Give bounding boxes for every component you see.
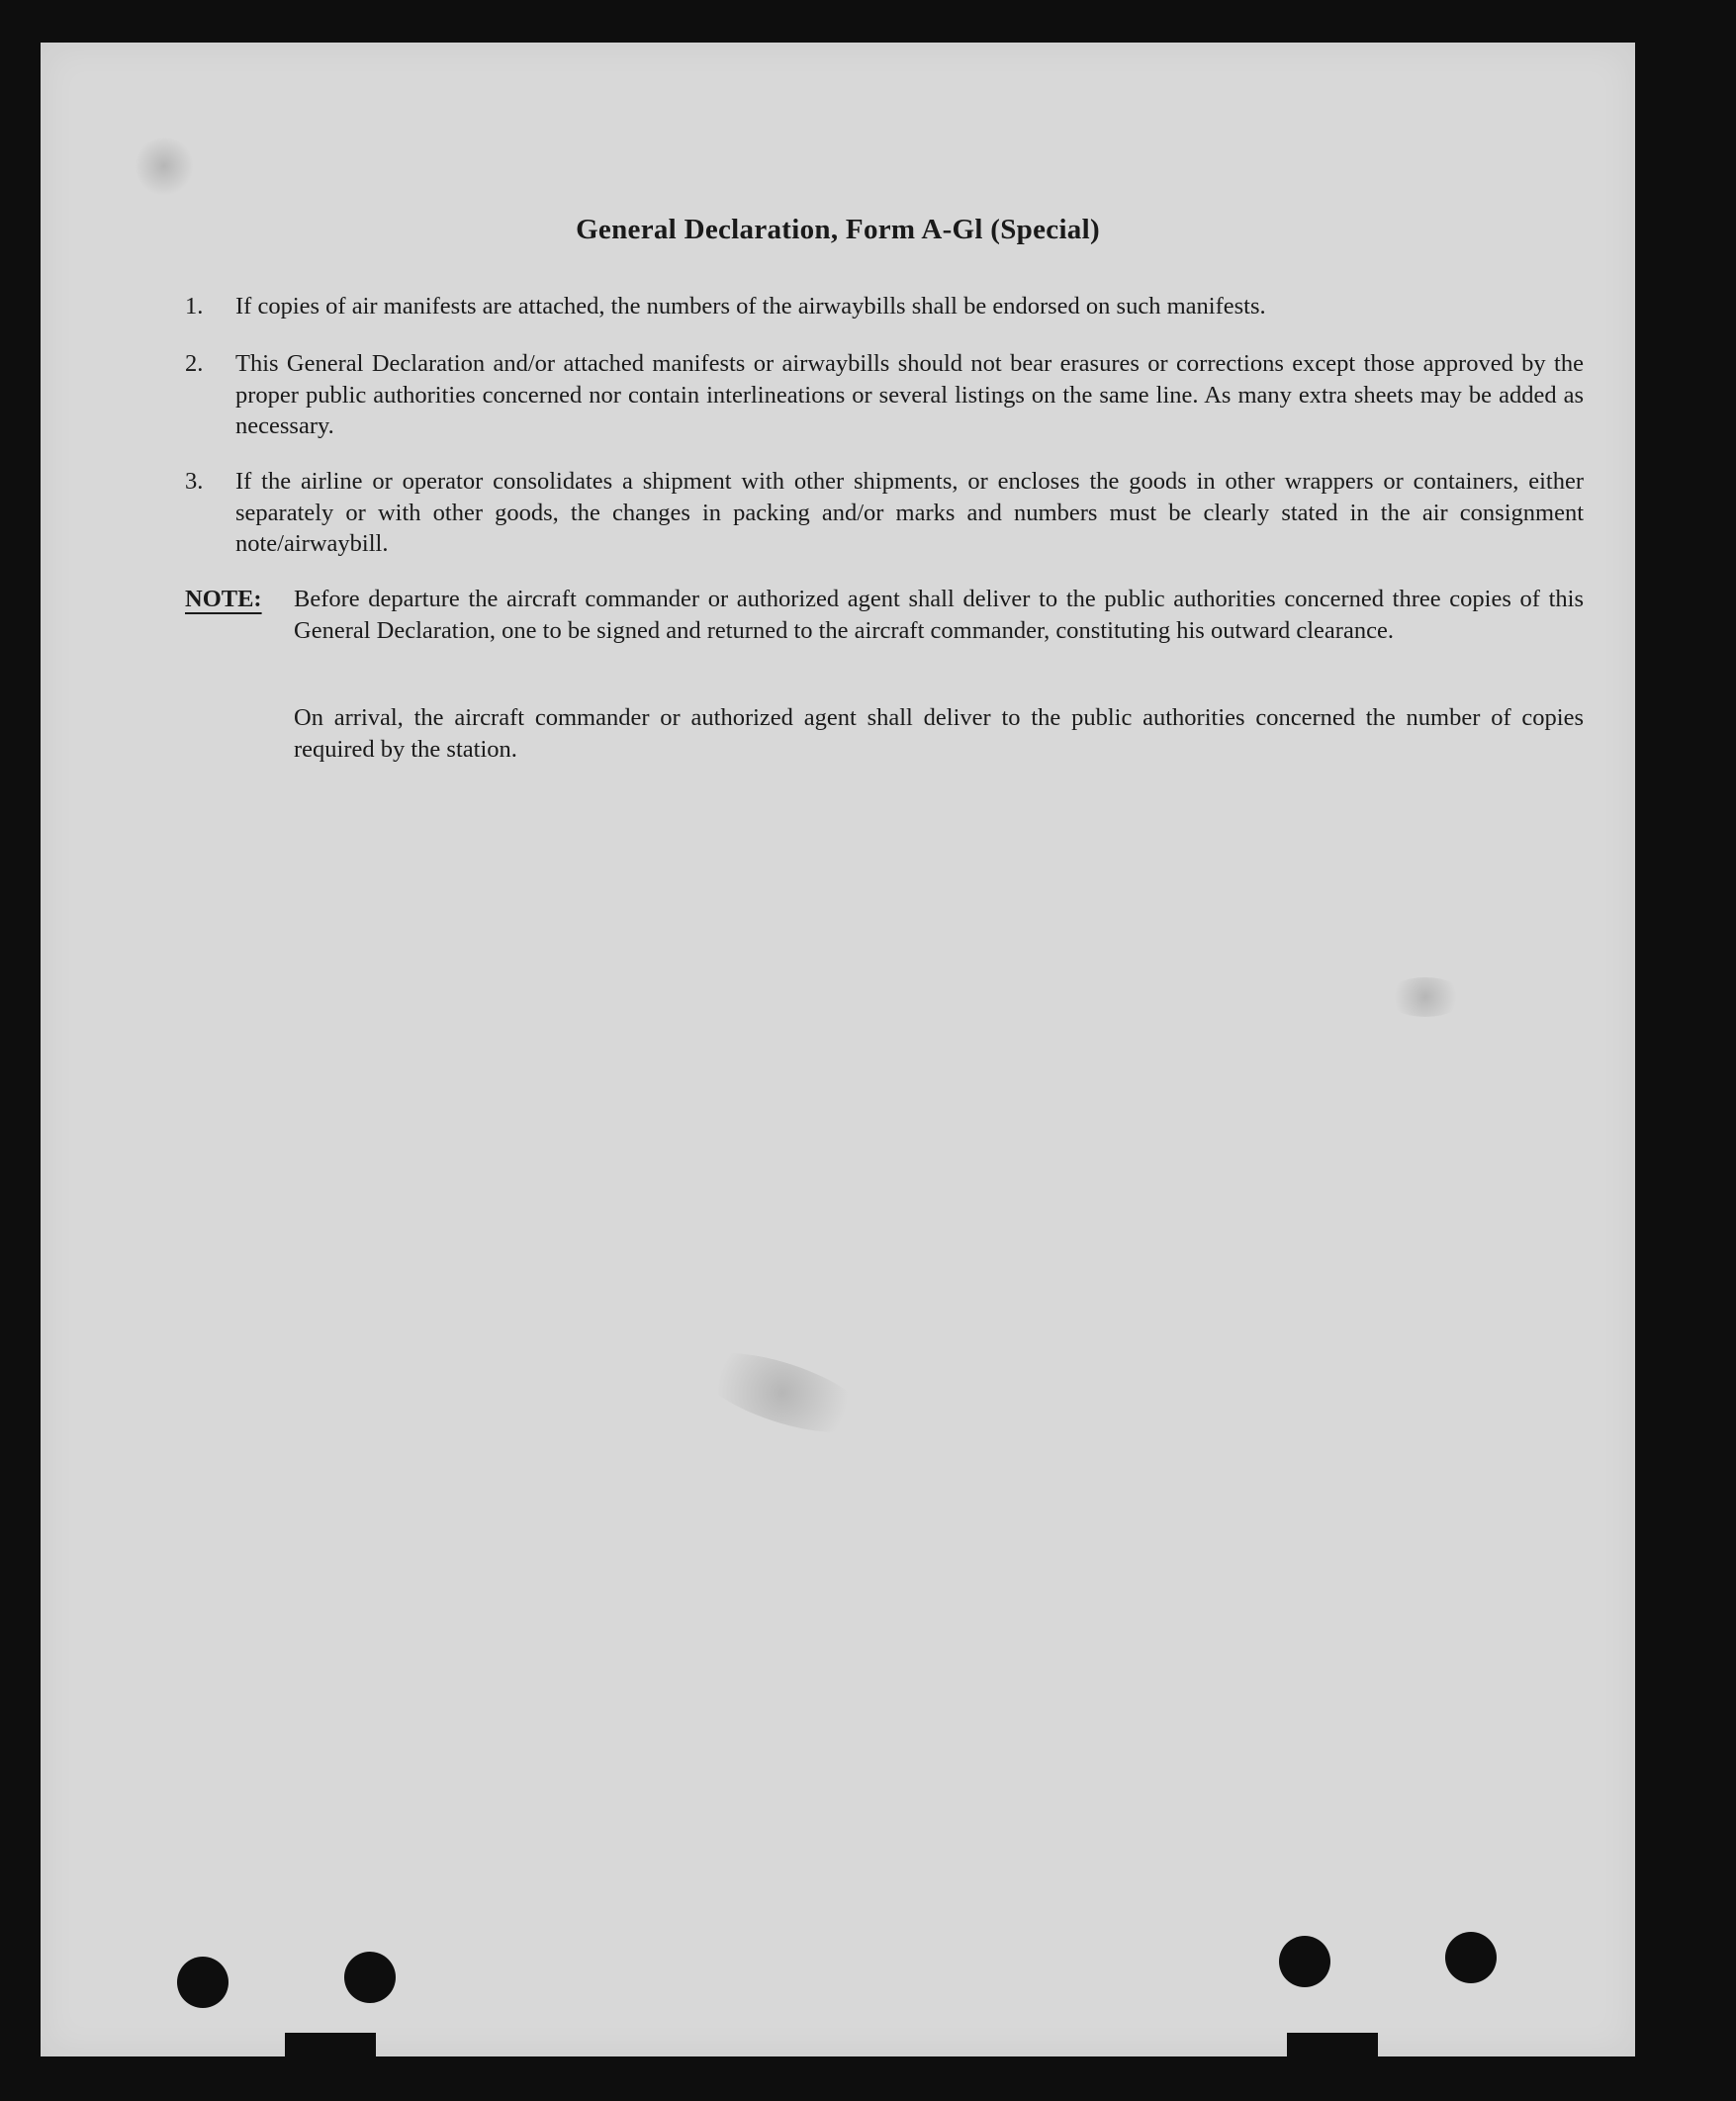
punch-hole-icon [1445, 1932, 1497, 1983]
item-text: If the airline or operator consolidates a shipment with other shipments, or encloses the goods in other wrappers or containers, either separately or with other goods, the changes in packing and/or marks and numbers must be clearly stated in the air consignment note/airwaybill. [235, 468, 1584, 557]
item-text: This General Declaration and/or attached manifests or airwaybills should not bear erasures or corrections except those approved by the proper public authorities concerned nor contain interlineations or several listings on the same line. As many extra sheets may be added as necessary. [235, 350, 1584, 439]
item-number: 2. [185, 350, 204, 377]
binding-tab [1287, 2033, 1378, 2062]
scan-smudge [688, 1337, 876, 1449]
document-title: General Declaration, Form A-Gl (Special) [576, 214, 1100, 245]
document-page [41, 43, 1635, 2056]
punch-hole-icon [1279, 1936, 1330, 1987]
note-label: NOTE: [185, 586, 262, 612]
item-number: 3. [185, 468, 204, 495]
scan-smudge [135, 137, 194, 196]
note-paragraph-2: On arrival, the aircraft commander or authorized agent shall deliver to the public authorities concerned the number of copies required by the station. [294, 704, 1584, 763]
note-block [185, 584, 1584, 679]
punch-hole-icon [177, 1957, 228, 2008]
binding-tab [285, 2033, 376, 2062]
list-item-1 [185, 291, 1584, 322]
item-number: 1. [185, 293, 204, 320]
punch-hole-icon [344, 1952, 396, 2003]
item-text: If copies of air manifests are attached, the numbers of the airwaybills shall be endorsed on such manifests. [235, 293, 1266, 320]
note-block-2 [185, 702, 1584, 766]
scan-smudge [1386, 977, 1465, 1017]
list-item-3 [185, 466, 1584, 561]
note-paragraph-1: Before departure the aircraft commander or authorized agent shall deliver to the public authorities concerned three copies of this General Declaration, one to be signed and returned to the aircraft commander, constituting his outward clearance. [294, 586, 1584, 644]
list-item-2 [185, 348, 1584, 443]
